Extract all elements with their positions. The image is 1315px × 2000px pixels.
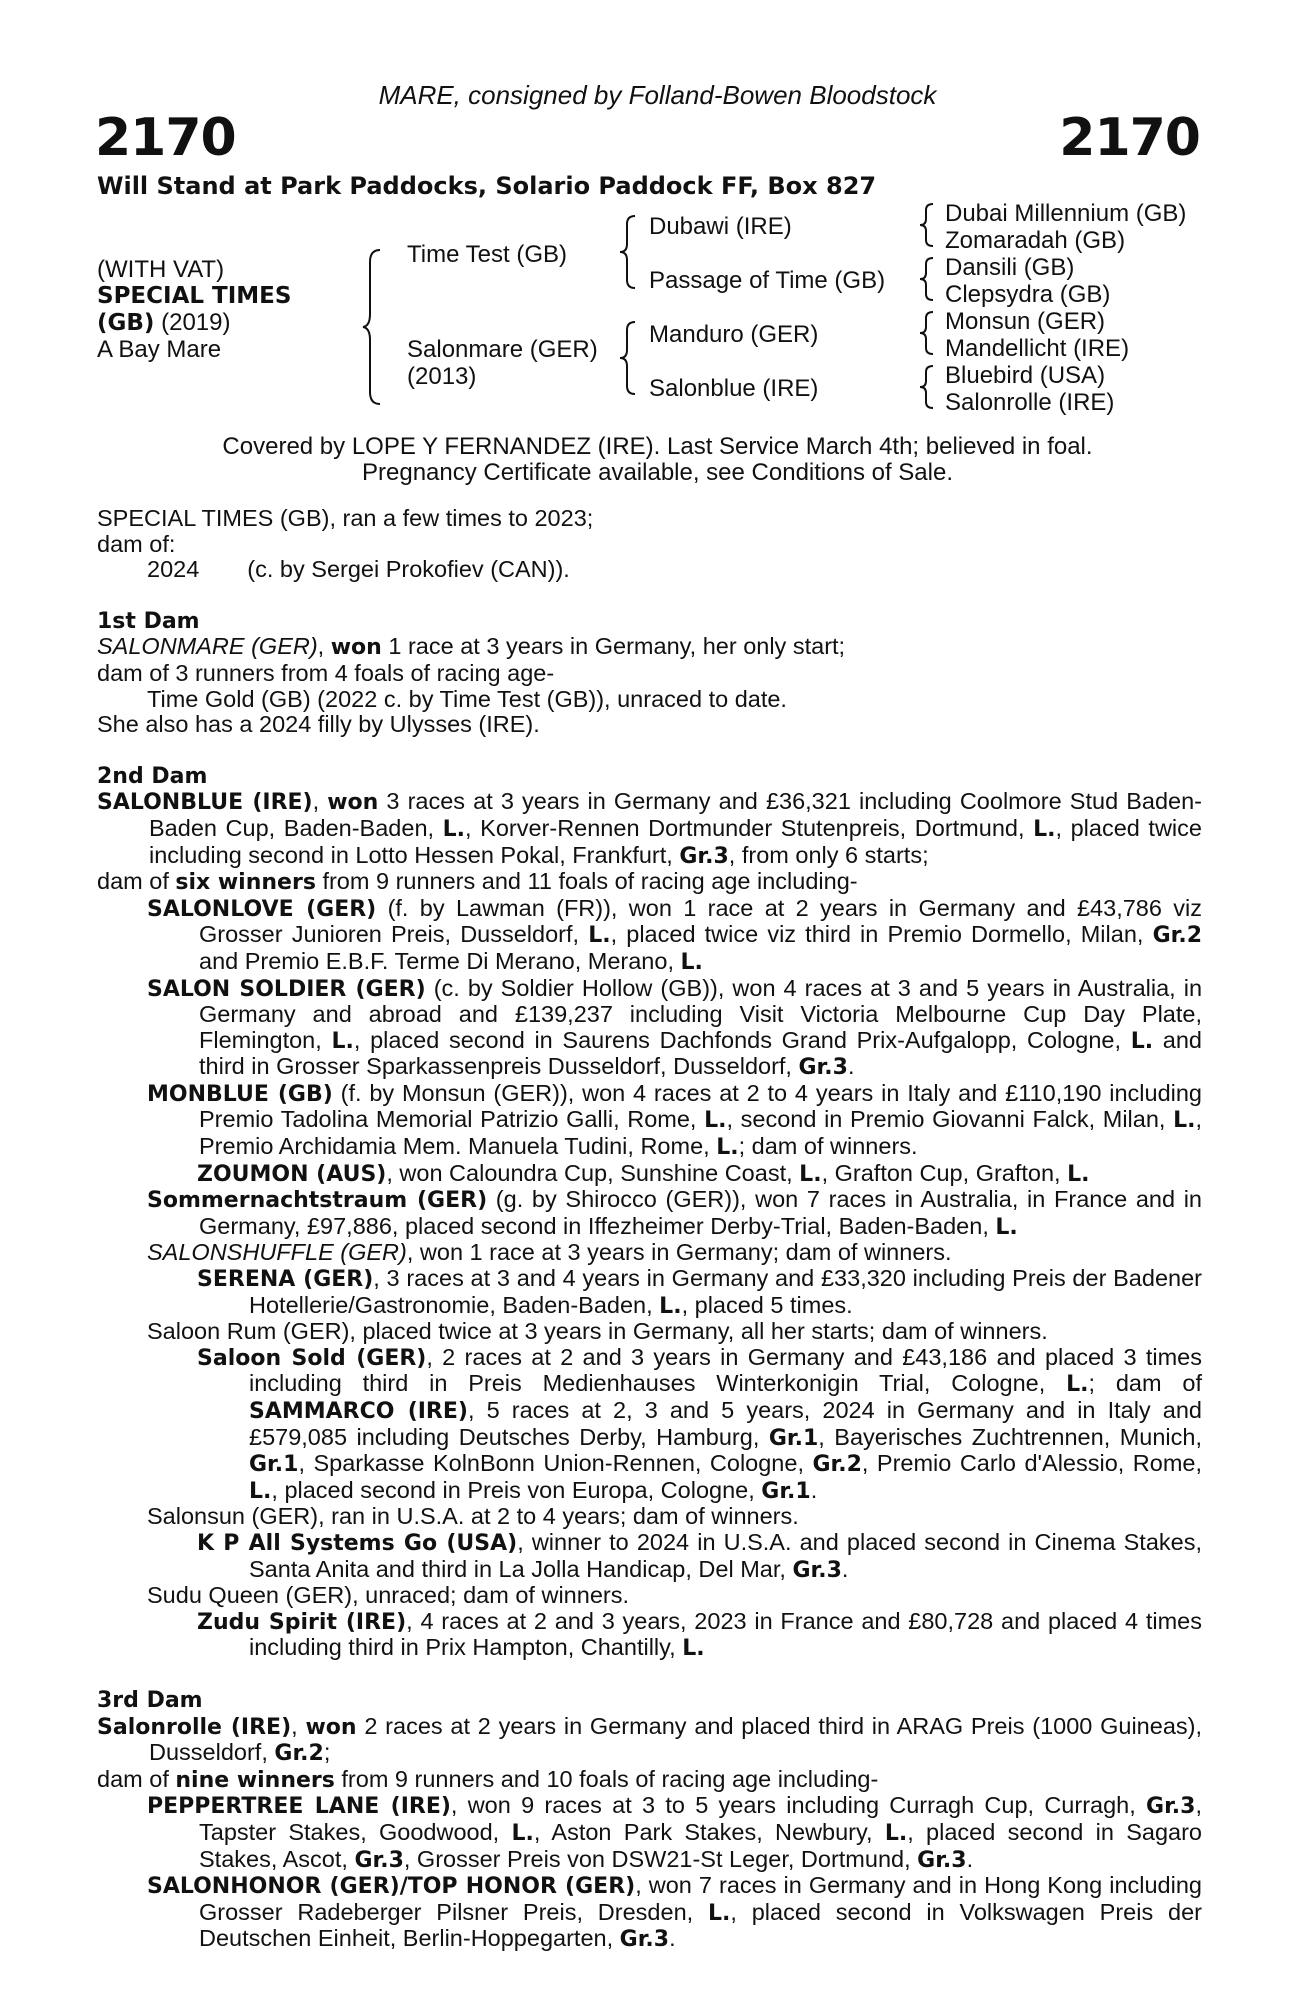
dam: Salonmare (GER) <box>407 336 598 363</box>
text: , placed twice viz third in Premio Dormello, Milan, <box>610 921 1153 948</box>
dam-dam: Salonblue (IRE) <box>649 375 819 402</box>
text: , winner to 2024 in U.S.A. and placed second in Cinema Stakes, Santa Anita and third in La Jolla Handicap, Del Mar, <box>249 1528 1202 1582</box>
text: , placed second in Sagaro Stakes, Ascot, <box>199 1818 1202 1872</box>
listed-label: L. <box>995 1214 1018 1240</box>
horse-name: Saloon Sold (GER) <box>197 1345 427 1371</box>
text: and Premio E.B.F. Terme Di Merano, Merano, <box>199 947 681 974</box>
g-brace-3 <box>919 310 937 356</box>
group-label: Gr.3 <box>798 1055 848 1081</box>
listed-label: L. <box>1067 1161 1090 1187</box>
produce-row <box>97 557 1202 583</box>
second-dam-name: SALONBLUE (IRE) <box>97 790 313 816</box>
record-line-1: SPECIAL TIMES (GB), ran a few times to 2023; <box>97 505 594 531</box>
text: dam of <box>97 1765 176 1792</box>
dam-brace <box>619 320 639 396</box>
horse-name: SALON SOLDIER (GER) <box>147 976 426 1002</box>
group-label: Gr.3 <box>1146 1794 1196 1820</box>
progeny-zoumon <box>97 1161 1202 1188</box>
horse-origin: (GB) <box>97 310 155 336</box>
third-dam-heading: 3rd Dam <box>97 1687 203 1713</box>
text: , won 1 race at 3 years in Germany; dam of winners. <box>406 1239 952 1266</box>
text: , won 7 races in Germany and in Hong Kong including Grosser Radeberger Pilsner Preis, Dresden, <box>199 1872 1202 1925</box>
sire-brace <box>619 214 639 290</box>
progeny-salonsun: Salonsun (GER), ran in U.S.A. at 2 to 4 years; dam of winners. <box>147 1503 799 1530</box>
group-label: Gr.3 <box>917 1847 967 1873</box>
lot-number-right: 2170 <box>1059 108 1200 168</box>
won-label: won <box>305 1714 357 1740</box>
text: (f. by Lawman (FR)), won 1 race at 2 years in Germany and £43,786 viz Grosser Junioren Preis, Dusseldorf, <box>199 894 1202 948</box>
listed-label: L. <box>511 1820 534 1846</box>
sire: Time Test (GB) <box>407 241 568 268</box>
second-dam-entry: SALONBLUE (IRE), won 3 races at 3 years in Germany and £36,321 including Coolmore Stud Baden-Baden Cup, Baden-Baden, L., Korver-Rennen Dortmunder Stutenpreis, Dortmund, L., placed twice including second in Lotto Hessen Pokal, Frankfurt, Gr.3, from only 6 starts; <box>97 788 1202 869</box>
horse-origin-year <box>97 310 230 336</box>
horse-name: SALONLOVE (GER) <box>147 896 377 922</box>
listed-label: L. <box>704 1108 727 1134</box>
first-dam-note: She also has a 2024 filly by Ulysses (IRE). <box>97 711 540 738</box>
progeny-saloon-rum: Saloon Rum (GER), placed twice at 3 years in Germany, all her starts; dam of winners. <box>147 1318 1048 1345</box>
progeny-sommernachtstraum <box>97 1187 1202 1240</box>
g-brace-4 <box>919 364 937 410</box>
second-dam-produce <box>97 869 1202 896</box>
text: , Grosser Preis von DSW21-St Leger, Dortmund, <box>403 1845 918 1872</box>
text: , 3 races at 3 and 4 years in Germany and £33,320 including Preis der Badener Hotellerie/Gastronomie, Baden-Baden, <box>249 1265 1202 1318</box>
text: from 9 runners and 10 foals of racing age including- <box>334 1765 879 1792</box>
horse-description: A Bay Mare <box>97 336 222 363</box>
text: , Grafton Cup, Grafton, <box>821 1159 1068 1186</box>
sire-sire: Dubawi (IRE) <box>649 213 792 240</box>
text: (g. by Shirocco (GER)), won 7 races in Australia, in France and in Germany, £97,886, placed second in Iffezheimer Derby-Trial, Baden-Baden, <box>199 1186 1202 1239</box>
sire-dam-brace <box>362 248 384 406</box>
horse-name-text: SPECIAL TIMES <box>97 283 292 309</box>
text: 3 races at 3 years in Germany and £36,321 including Coolmore Stud Baden-Baden Cup, Baden-Baden, <box>149 788 1202 841</box>
first-dam-line: SALONMARE (GER), won 1 race at 3 years in Germany, her only start; <box>97 633 846 661</box>
grandsire-4: Clepsydra (GB) <box>945 281 1111 308</box>
lot-number-left: 2170 <box>95 108 236 168</box>
text: , Korver-Rennen Dortmunder Stutenpreis, Dortmund, <box>465 814 1034 841</box>
produce-desc: (c. by Sergei Prokofiev (CAN)). <box>247 556 570 583</box>
text: , placed second in Saurens Dachfonds Grand Prix-Aufgalopp, Cologne, <box>353 1026 1131 1053</box>
grandsire-8: Salonrolle (IRE) <box>945 389 1115 416</box>
second-dam-heading: 2nd Dam <box>97 763 208 789</box>
group-label: Gr.3 <box>679 843 729 869</box>
won-label: won <box>330 635 382 661</box>
grandsire-3: Dansili (GB) <box>945 254 1075 281</box>
text: , Bayerisches Zuchtrennen, Munich, <box>818 1423 1202 1450</box>
horse-name: Zudu Spirit (IRE) <box>197 1609 407 1635</box>
consignor-line: MARE, consigned by Folland-Bowen Bloodstock <box>378 80 937 110</box>
listed-label: L. <box>442 816 466 842</box>
progeny-salonlove <box>97 896 1202 976</box>
text: , Aston Park Stakes, Newbury, <box>533 1818 885 1845</box>
listed-label: L. <box>1066 1372 1089 1398</box>
listed-label: L. <box>659 1293 682 1319</box>
grandsire-1: Dubai Millennium (GB) <box>945 200 1187 227</box>
horse-year: (2019) <box>161 309 231 336</box>
text: , placed second in Preis von Europa, Cologne, <box>271 1476 762 1503</box>
listed-label: L. <box>331 1028 354 1054</box>
group-label: Gr.1 <box>761 1478 811 1504</box>
group-label: Gr.1 <box>768 1425 819 1451</box>
progeny-salonshuffle <box>97 1240 1202 1266</box>
horse-name: SERENA (GER) <box>197 1267 374 1293</box>
horse-name: SALONHONOR (GER)/TOP HONOR (GER) <box>147 1874 636 1900</box>
first-dam-record: 1 race at 3 years in Germany, her only start; <box>381 633 846 660</box>
group-label: Gr.2 <box>812 1452 862 1478</box>
third-dam-entry: Salonrolle (IRE), won 2 races at 2 years in Germany and placed third in ARAG Preis (1000 Guineas), Dusseldorf, Gr.2; <box>97 1712 1203 1767</box>
progeny-monblue <box>97 1081 1202 1161</box>
horse-name: PEPPERTREE LANE (IRE) <box>147 1794 451 1820</box>
horse-name: MONBLUE (GB) <box>147 1081 333 1107</box>
group-label: Gr.3 <box>792 1557 842 1583</box>
dam-year: (2013) <box>407 363 477 390</box>
progeny-salon-soldier: SALON SOLDIER (GER) (c. by Soldier Hollow (GB)), won 4 races at 3 and 5 years in Australia, in Germany and abroad and £139,237 including Visit Victoria Melbourne Cup Day Plate, Flemington, L., placed second in Saurens Dachfonds Grand Prix-Aufgalopp, Cologne, L. and third in Grosser Sparkassenpreis Dusseldorf, Dusseldorf, Gr.3. <box>147 974 1203 1081</box>
text: , won 9 races at 3 to 5 years including Curragh Cup, Curragh, <box>450 1792 1147 1819</box>
text: dam of <box>97 868 176 895</box>
group-label: Gr.3 <box>619 1927 670 1953</box>
winners-count: nine winners <box>175 1767 335 1793</box>
text: ; dam of winners. <box>738 1133 918 1160</box>
text: , placed twice including second in Lotto Hessen Pokal, Frankfurt, <box>149 814 1202 868</box>
won-label: won <box>327 790 379 816</box>
text: 2 races at 2 years in Germany and placed third in ARAG Preis (1000 Guineas), Dusseldorf, <box>149 1712 1203 1766</box>
text: (c. by Soldier Hollow (GB)), won 4 races at 3 and 5 years in Australia, in Germany and abroad and £139,237 including Visit Victoria Melbourne Cup Day Plate, Flemington, <box>199 974 1203 1053</box>
listed-label: L. <box>682 1636 705 1662</box>
text: from 9 runners and 11 foals of racing age including- <box>315 868 858 895</box>
horse-name: SALONSHUFFLE (GER) <box>147 1239 407 1266</box>
grandsire-7: Bluebird (USA) <box>945 362 1106 389</box>
covered-line-2: Pregnancy Certificate available, see Conditions of Sale. <box>362 459 953 486</box>
text: , Premio Archidamia Mem. Manuela Tudini, Rome, <box>199 1106 1203 1160</box>
listed-label: L. <box>1173 1108 1196 1134</box>
listed-label: L. <box>799 1161 822 1187</box>
sire-dam: Passage of Time (GB) <box>649 267 886 294</box>
listed-label: L. <box>588 923 611 949</box>
listed-label: L. <box>707 1900 731 1926</box>
g-brace-2 <box>919 256 937 302</box>
with-vat: (WITH VAT) <box>97 256 225 283</box>
grandsire-5: Monsun (GER) <box>945 308 1106 335</box>
text: , placed second in Volkswagen Preis der Deutschen Einheit, Berlin-Hoppegarten, <box>199 1898 1202 1952</box>
progeny-saloon-sold: Saloon Sold (GER), 2 races at 2 and 3 years in Germany and £43,186 and placed 3 times including third in Preis Medienhauses Winterkonigin Trial, Cologne, L.; dam of SAMMARCO (IRE), 5 races at 2, 3 and 5 years, 2024 in Germany and in Italy and £579,085 including Deutsches Derby, Hamburg, Gr.1, Bayerisches Zuchtrennen, Munich, Gr.1, Sparkasse KolnBonn Union-Rennen, Cologne, Gr.2, Premio Carlo d'Alessio, Rome, L., placed second in Preis von Europa, Cologne, Gr.1. <box>197 1343 1203 1504</box>
text: , placed 5 times. <box>681 1291 853 1318</box>
covered-line-1: Covered by LOPE Y FERNANDEZ (IRE). Last Service March 4th; believed in foal. <box>222 433 1093 460</box>
progeny-peppertree-lane: PEPPERTREE LANE (IRE), won 9 races at 3 to 5 years including Curragh Cup, Curragh, Gr.3, Tapster Stakes, Goodwood, L., Aston Park Stakes, Newbury, L., placed second in Sagaro Stakes, Ascot, Gr.3, Grosser Preis von DSW21-St Leger, Dortmund, Gr.3. <box>147 1792 1202 1873</box>
text: , from only 6 starts; <box>728 841 929 868</box>
dam-sire: Manduro (GER) <box>649 321 819 348</box>
horse-name: Sommernachtstraum (GER) <box>147 1188 488 1214</box>
progeny-salonhonor: SALONHONOR (GER)/TOP HONOR (GER), won 7 races in Germany and in Hong Kong including Grosser Radeberger Pilsner Preis, Dresden, L., placed second in Volkswagen Preis der Deutschen Einheit, Berlin-Hoppegarten, Gr.3. <box>147 1872 1202 1953</box>
listed-label: L. <box>1033 816 1056 842</box>
group-label: Gr.1 <box>249 1452 299 1478</box>
third-dam-name: Salonrolle (IRE) <box>97 1714 292 1740</box>
first-dam-heading: 1st Dam <box>97 608 200 634</box>
text: , 4 races at 2 and 3 years, 2023 in France and £80,728 and placed 4 times including third in Prix Hampton, Chantilly, <box>249 1607 1202 1661</box>
horse-name: SAMMARCO (IRE) <box>249 1399 468 1424</box>
progeny-sudu-queen: Sudu Queen (GER), unraced; dam of winners. <box>147 1582 629 1609</box>
progeny-serena <box>97 1266 1202 1319</box>
produce-year: 2024 <box>147 556 200 583</box>
text: , 5 races at 2, 3 and 5 years, 2024 in Germany and in Italy and £579,085 including Deutsches Derby, Hamburg, <box>249 1397 1202 1450</box>
text: (f. by Monsun (GER)), won 4 races at 2 to 4 years in Italy and £110,190 including Premio Tadolina Memorial Patrizio Galli, Rome, <box>199 1079 1203 1133</box>
grandsire-6: Mandellicht (IRE) <box>945 335 1130 362</box>
horse-name: K P All Systems Go (USA) <box>197 1530 518 1556</box>
winners-count: six winners <box>175 870 316 896</box>
listed-label: L. <box>1130 1028 1154 1054</box>
text: , 2 races at 2 and 3 years in Germany and £43,186 and placed 3 times including third in Preis Medienhauses Winterkonigin Trial, Cologne, <box>249 1343 1202 1397</box>
horse-name: ZOUMON (AUS) <box>197 1161 387 1187</box>
group-label: Gr.2 <box>274 1741 324 1767</box>
text: , won Caloundra Cup, Sunshine Coast, <box>386 1159 800 1186</box>
catalogue-body <box>97 506 1202 1953</box>
horse-name <box>97 283 291 309</box>
text: , second in Premio Giovanni Falck, Milan, <box>726 1106 1174 1133</box>
g-brace-1 <box>919 202 937 248</box>
text: ; <box>323 1739 331 1766</box>
first-dam-produce: dam of 3 runners from 4 foals of racing age- <box>97 659 555 686</box>
grandsire-2: Zomaradah (GB) <box>945 227 1126 254</box>
text: , Tapster Stakes, Goodwood, <box>199 1792 1202 1845</box>
first-dam-foal: Time Gold (GB) (2022 c. by Time Test (GB)), unraced to date. <box>147 685 787 712</box>
text: , Premio Carlo d'Alessio, Rome, <box>861 1450 1203 1477</box>
record-line-2: dam of: <box>97 530 176 557</box>
group-label: Gr.2 <box>1152 923 1202 949</box>
listed-label: L. <box>680 949 703 975</box>
third-dam-produce <box>97 1767 1202 1794</box>
progeny-zudu-spirit <box>97 1609 1202 1662</box>
group-label: Gr.3 <box>354 1847 404 1873</box>
text: and third in Grosser Sparkassenpreis Dusseldorf, Dusseldorf, <box>199 1026 1202 1080</box>
listed-label: L. <box>716 1135 739 1161</box>
stand-info: Will Stand at Park Paddocks, Solario Paddock FF, Box 827 <box>97 172 877 200</box>
text: , Sparkasse KolnBonn Union-Rennen, Cologne, <box>298 1450 813 1477</box>
progeny-kp-all-systems-go: K P All Systems Go (USA), winner to 2024 in U.S.A. and placed second in Cinema Stakes, Santa Anita and third in La Jolla Handicap, Del Mar, Gr.3. <box>197 1528 1202 1583</box>
listed-label: L. <box>249 1478 272 1504</box>
text: ; dam of <box>1088 1370 1202 1397</box>
listed-label: L. <box>884 1820 908 1846</box>
first-dam-name: SALONMARE (GER) <box>97 633 318 660</box>
